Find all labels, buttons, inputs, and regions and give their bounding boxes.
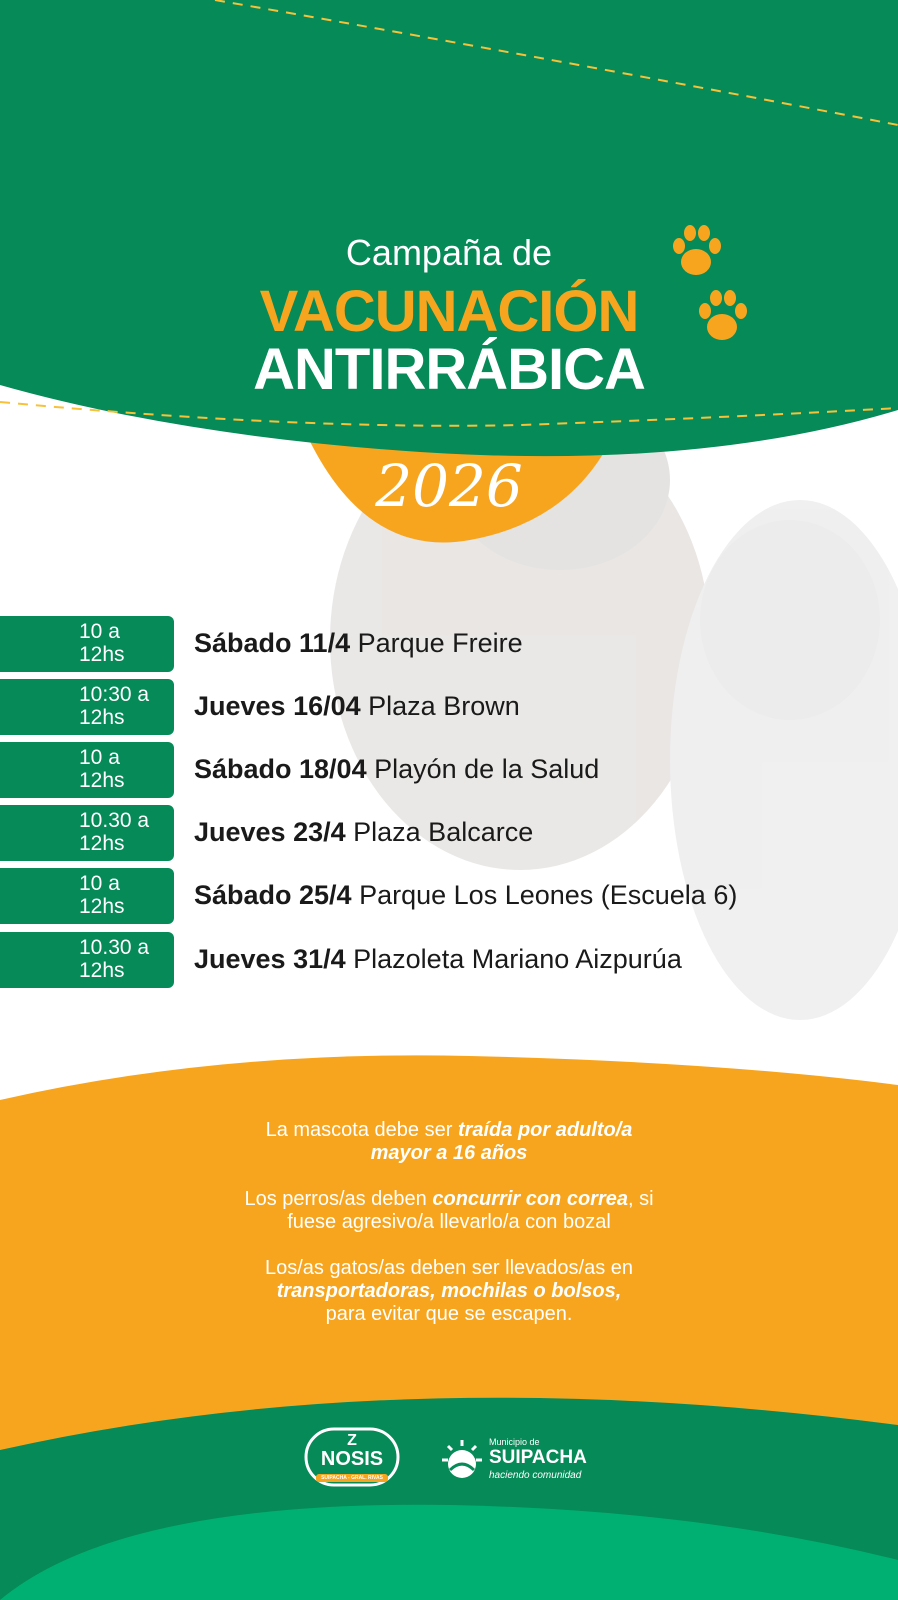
time-start: 10.30 a xyxy=(79,809,150,832)
time-end: 12hs xyxy=(79,643,125,666)
time-badge xyxy=(0,742,174,798)
muni-small-text: Municipio de xyxy=(489,1437,540,1447)
schedule-place: Plaza Brown xyxy=(368,691,520,721)
info-paragraph-adult xyxy=(0,1119,898,1165)
schedule-place: Parque Freire xyxy=(357,628,523,658)
suipacha-logo xyxy=(440,1437,600,1483)
time-end: 12hs xyxy=(79,832,125,855)
schedule-day: Jueves 31/4 xyxy=(194,944,346,974)
time-end: 12hs xyxy=(79,959,125,982)
schedule-row xyxy=(0,932,898,988)
time-start: 10:30 a xyxy=(79,683,150,706)
schedule-row xyxy=(0,616,898,672)
schedule-day: Jueves 23/4 xyxy=(194,817,346,847)
info-emphasis: mayor a 16 años xyxy=(370,1142,528,1164)
schedule-row xyxy=(0,805,898,861)
year-label: 2026 xyxy=(375,452,523,520)
schedule-place: Plazoleta Mariano Aizpurúa xyxy=(353,944,682,974)
schedule-day: Jueves 16/04 xyxy=(194,691,361,721)
time-start: 10 a xyxy=(79,746,120,769)
title-line1: Campaña de xyxy=(345,232,553,273)
info-emphasis: concurrir con correa xyxy=(432,1188,628,1210)
schedule-entry xyxy=(194,754,599,785)
time-start: 10 a xyxy=(79,872,120,895)
schedule-place: Plaza Balcarce xyxy=(353,817,534,847)
time-end: 12hs xyxy=(79,769,125,792)
title-antirrabica: ANTIRRÁBICA xyxy=(253,337,645,402)
schedule-place: Playón de la Salud xyxy=(374,754,600,784)
schedule-entry xyxy=(194,944,682,975)
time-badge xyxy=(0,932,174,988)
schedule-day: Sábado 25/4 xyxy=(194,880,352,910)
schedule-entry xyxy=(194,817,533,848)
info-paragraph-cats xyxy=(0,1257,898,1326)
info-text: para evitar que se escapen. xyxy=(325,1303,573,1325)
schedule-row xyxy=(0,742,898,798)
zoonosis-logo xyxy=(304,1427,400,1487)
schedule-day: Sábado 11/4 xyxy=(194,628,351,658)
info-emphasis: transportadoras, mochilas o bolsos, xyxy=(276,1280,622,1302)
time-start: 10.30 a xyxy=(79,936,150,959)
zoonosis-top-text: Z xyxy=(347,1432,357,1449)
muni-name-text: SUIPACHA xyxy=(489,1447,587,1468)
schedule-row xyxy=(0,868,898,924)
info-text: , si xyxy=(627,1188,654,1210)
info-text: fuese agresivo/a llevarlo/a con bozal xyxy=(287,1211,611,1233)
info-text: Los perros/as deben xyxy=(244,1188,433,1210)
time-badge xyxy=(0,679,174,735)
time-badge xyxy=(0,616,174,672)
time-start: 10 a xyxy=(79,620,120,643)
time-badge xyxy=(0,805,174,861)
time-badge xyxy=(0,868,174,924)
zoonosis-sub-text: SUIPACHA - GRAL. RIVAS xyxy=(321,1475,383,1481)
schedule-entry xyxy=(194,880,737,911)
schedule-day: Sábado 18/04 xyxy=(194,754,367,784)
info-text: Los/as gatos/as deben ser llevados/as en xyxy=(264,1257,634,1279)
info-text: La mascota debe ser xyxy=(265,1119,458,1141)
schedule-entry xyxy=(194,628,523,659)
muni-slogan-text: haciendo comunidad xyxy=(489,1470,582,1481)
title-vacunacion: VACUNACIÓN xyxy=(259,279,639,344)
schedule-place: Parque Los Leones (Escuela 6) xyxy=(359,880,738,910)
info-emphasis: traída por adulto/a xyxy=(457,1119,633,1141)
time-end: 12hs xyxy=(79,895,125,918)
schedule-entry xyxy=(194,691,520,722)
sun-icon xyxy=(440,1438,484,1482)
time-end: 12hs xyxy=(79,706,125,729)
zoonosis-main-text: NOSIS xyxy=(320,1448,384,1470)
schedule-row xyxy=(0,679,898,735)
info-paragraph-dogs xyxy=(0,1188,898,1234)
